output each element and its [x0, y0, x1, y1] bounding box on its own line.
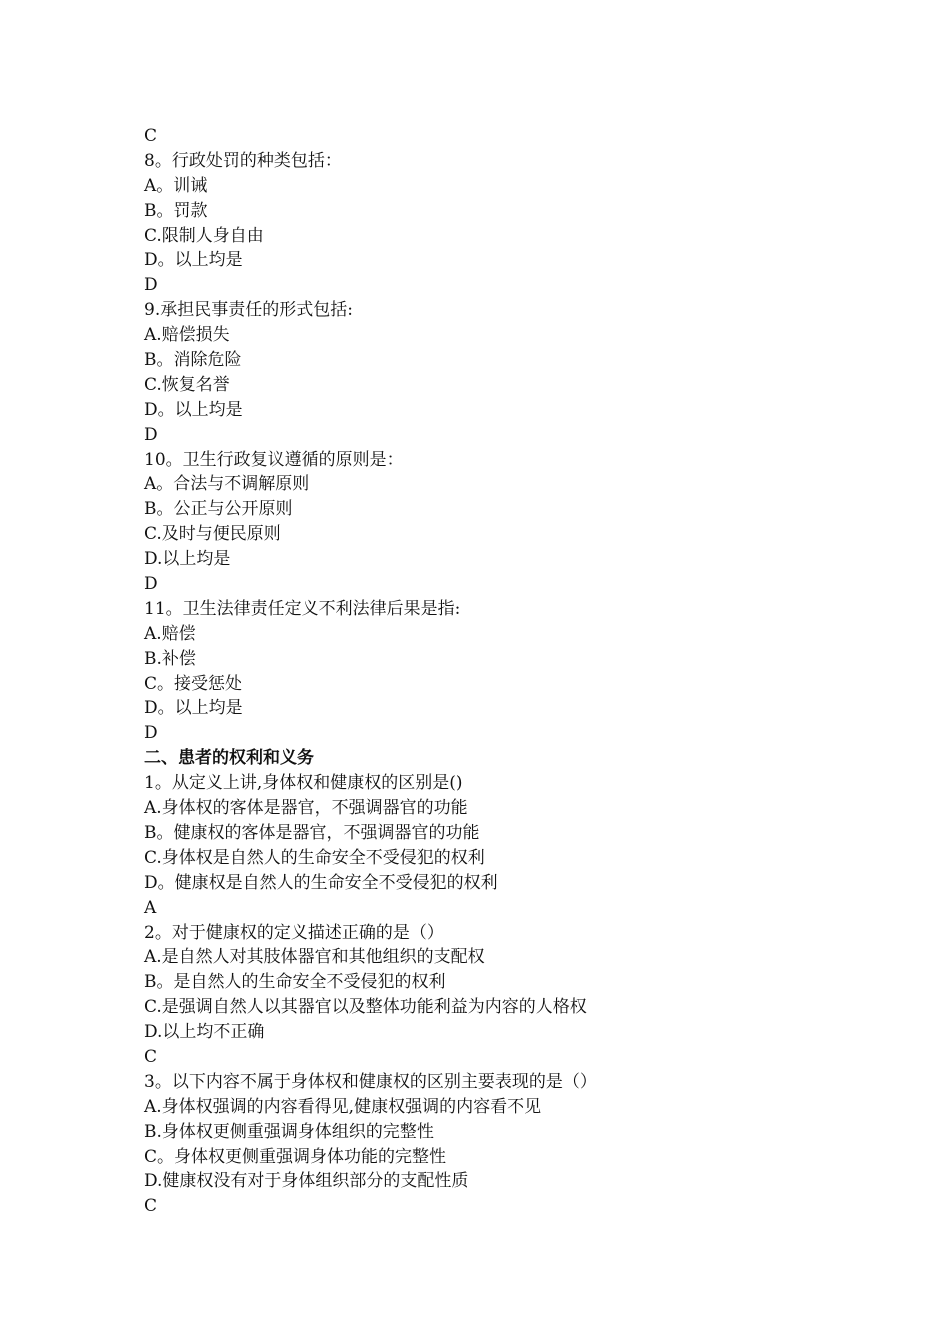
- text-line: C: [144, 1046, 158, 1067]
- text-line: C.及时与便民原则: [144, 524, 281, 545]
- text-line: D: [144, 723, 158, 744]
- text-line: A。训诫: [144, 175, 208, 196]
- text-line: D: [144, 424, 158, 445]
- text-line: D。以上均是: [144, 698, 243, 719]
- text-line: D: [144, 275, 158, 296]
- text-line: A: [144, 897, 157, 918]
- text-line: A。合法与不调解原则: [144, 474, 310, 495]
- text-line: C。接受惩处: [144, 673, 243, 694]
- text-line: C。身体权更侧重强调身体功能的完整性: [144, 1146, 447, 1167]
- text-line: C.恢复名誉: [144, 374, 230, 395]
- text-line: A.身体权的客体是器官，不强调器官的功能: [144, 798, 468, 819]
- text-line: B.补偿: [144, 648, 196, 669]
- text-line: B。是自然人的生命安全不受侵犯的权利: [144, 972, 446, 993]
- text-line: B.身体权更侧重强调身体组织的完整性: [144, 1121, 434, 1142]
- text-line: D.健康权没有对于身体组织部分的支配性质: [144, 1171, 469, 1192]
- text-line: C.是强调自然人以其器官以及整体功能利益为内容的人格权: [144, 997, 587, 1018]
- text-line: 3。以下内容不属于身体权和健康权的区别主要表现的是（）: [144, 1071, 597, 1092]
- text-line: 2。对于健康权的定义描述正确的是（）: [144, 922, 444, 943]
- section-heading: 二、患者的权利和义务: [144, 748, 314, 769]
- text-line: D。健康权是自然人的生命安全不受侵犯的权利: [144, 872, 498, 893]
- text-line: B。罚款: [144, 200, 208, 221]
- text-line: A.是自然人对其肢体器官和其他组织的支配权: [144, 947, 485, 968]
- text-line: C: [144, 126, 158, 146]
- text-line: A.身体权强调的内容看得见,健康权强调的内容看不见: [144, 1096, 542, 1117]
- text-line: A.赔偿损失: [144, 325, 230, 346]
- text-line: D: [144, 574, 158, 595]
- text-line: D。以上均是: [144, 250, 243, 271]
- text-line: 1。从定义上讲,身体权和健康权的区别是(): [144, 773, 463, 794]
- text-line: D.以上均是: [144, 549, 231, 570]
- text-line: D.以上均不正确: [144, 1022, 265, 1043]
- text-line: D。以上均是: [144, 399, 243, 420]
- text-line: C: [144, 1196, 158, 1217]
- text-line: 8。行政处罚的种类包括：: [144, 150, 342, 171]
- text-line: B。公正与公开原则: [144, 499, 293, 520]
- text-line: C.身体权是自然人的生命安全不受侵犯的权利: [144, 847, 485, 868]
- text-line: B。健康权的客体是器官，不强调器官的功能: [144, 822, 480, 843]
- text-line: C.限制人身自由: [144, 225, 264, 246]
- text-line: B。消除危险: [144, 350, 242, 371]
- text-line: 11。卫生法律责任定义不利法律后果是指:: [144, 598, 461, 619]
- text-line: 9.承担民事责任的形式包括:: [144, 300, 353, 321]
- document-body: [144, 124, 864, 1219]
- text-line: A.赔偿: [144, 623, 196, 644]
- text-line: 10。卫生行政复议遵循的原则是：: [144, 449, 404, 470]
